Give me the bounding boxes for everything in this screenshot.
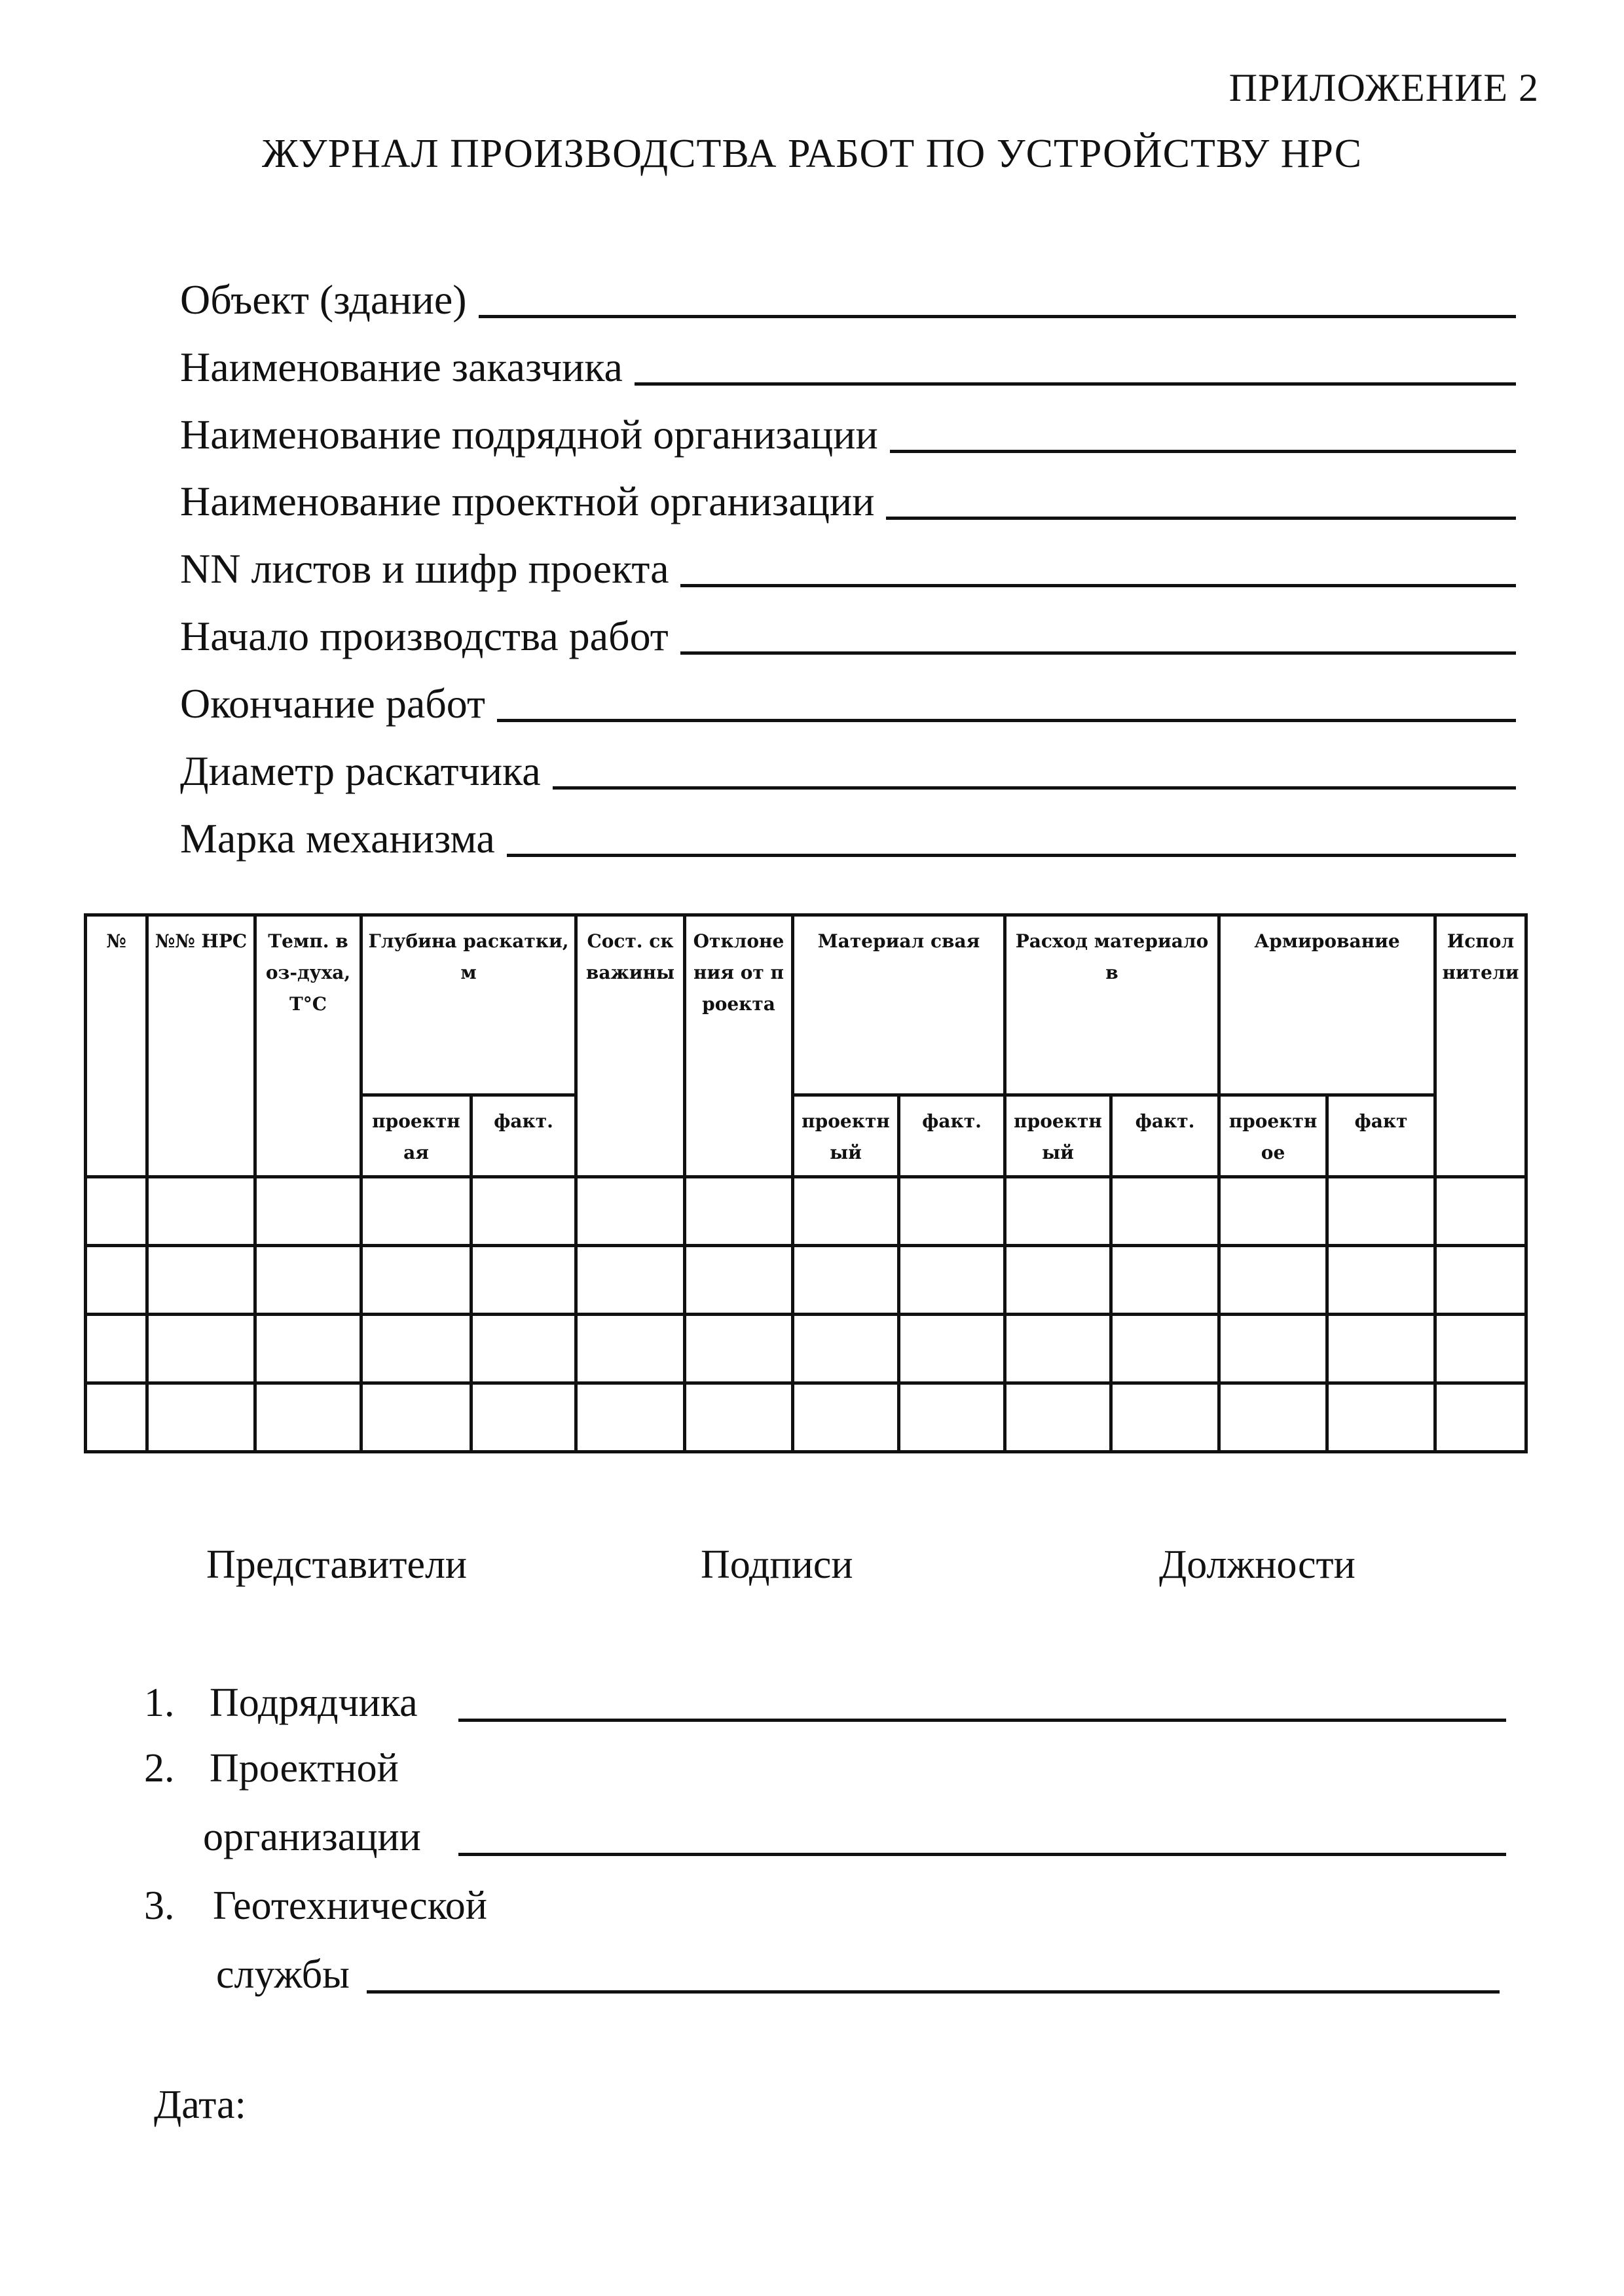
field-label: NN листов и шифр проекта: [180, 545, 669, 592]
header-consumption: Расход материалов: [1015, 930, 1209, 983]
table-cell[interactable]: [793, 1177, 899, 1246]
table-cell[interactable]: [471, 1383, 576, 1452]
signature-row-label: Геотехнической: [213, 1884, 487, 1928]
table-cell[interactable]: [86, 1315, 147, 1383]
table-cell[interactable]: [576, 1383, 685, 1452]
subheader-cell: [471, 1095, 576, 1177]
subheader-cell: [1219, 1095, 1327, 1177]
table-cell[interactable]: [576, 1315, 685, 1383]
header-cell: [86, 915, 147, 1177]
field-label: Наименование проектной организации: [180, 478, 875, 524]
table-cell[interactable]: [1111, 1383, 1219, 1452]
subheader-cell: [1111, 1095, 1219, 1177]
table-cell[interactable]: [793, 1246, 899, 1315]
field-input-line[interactable]: [680, 651, 1516, 655]
field-label: Начало производства работ: [180, 613, 669, 659]
field-end-date: [180, 666, 1516, 725]
table-cell[interactable]: [255, 1177, 361, 1246]
field-customer: [180, 329, 1516, 388]
signature-line[interactable]: [458, 1719, 1506, 1722]
table-cell[interactable]: [1327, 1246, 1435, 1315]
subheader-fact: факт: [1354, 1110, 1408, 1132]
signature-row-label: службы: [216, 1952, 350, 1997]
field-contractor: [180, 397, 1516, 456]
subheader-design: проектный: [802, 1110, 890, 1163]
table-row: [86, 1246, 1526, 1315]
table-cell[interactable]: [899, 1383, 1005, 1452]
table-row: [86, 1315, 1526, 1383]
table-cell[interactable]: [361, 1383, 471, 1452]
field-label: Окончание работ: [180, 680, 485, 727]
table-cell[interactable]: [793, 1315, 899, 1383]
header-depth: Глубина раскатки, м: [368, 930, 569, 983]
table-cell[interactable]: [685, 1383, 793, 1452]
field-label: Объект (здание): [180, 276, 467, 323]
table-cell[interactable]: [471, 1177, 576, 1246]
field-start-date: [180, 598, 1516, 657]
signature-col-representatives: Представители: [206, 1542, 468, 1587]
table-cell[interactable]: [1005, 1315, 1111, 1383]
field-input-line[interactable]: [890, 450, 1516, 453]
table-cell[interactable]: [1005, 1383, 1111, 1452]
subheader-design: проектное: [1228, 1110, 1318, 1163]
field-input-line[interactable]: [507, 854, 1516, 857]
subheader-design: проектная: [372, 1110, 460, 1163]
table-cell[interactable]: [86, 1177, 147, 1246]
signature-row-label: организации: [203, 1815, 421, 1859]
header-cell: [685, 915, 793, 1177]
table-cell[interactable]: [685, 1315, 793, 1383]
header-num: №: [106, 930, 126, 952]
journal-title: ЖУРНАЛ ПРОИЗВОДСТВА РАБОТ ПО УСТРОЙСТВУ НРС: [262, 132, 1362, 176]
field-input-line[interactable]: [479, 315, 1516, 318]
header-cell: [793, 915, 1005, 1095]
field-input-line[interactable]: [497, 719, 1516, 722]
table-cell[interactable]: [793, 1383, 899, 1452]
signature-line[interactable]: [458, 1853, 1506, 1856]
table-cell[interactable]: [255, 1246, 361, 1315]
table-cell[interactable]: [1435, 1383, 1526, 1452]
table-cell[interactable]: [899, 1315, 1005, 1383]
subheader-cell: [899, 1095, 1005, 1177]
table-cell[interactable]: [1327, 1383, 1435, 1452]
table-cell[interactable]: [1111, 1246, 1219, 1315]
table-cell[interactable]: [86, 1246, 147, 1315]
signature-row-number: 3.: [144, 1884, 175, 1928]
table-cell[interactable]: [1219, 1177, 1327, 1246]
table-cell[interactable]: [899, 1246, 1005, 1315]
table-cell[interactable]: [1327, 1315, 1435, 1383]
subheader-fact: факт.: [922, 1110, 982, 1132]
table-cell[interactable]: [1111, 1315, 1219, 1383]
field-roller-diameter: [180, 733, 1516, 792]
header-reinforcement: Армирование: [1254, 930, 1400, 952]
header-material: Материал свая: [817, 930, 980, 952]
table-cell[interactable]: [576, 1246, 685, 1315]
table-cell[interactable]: [147, 1246, 255, 1315]
header-cell: [147, 915, 255, 1177]
signature-row-number: 1.: [144, 1681, 175, 1725]
field-input-line[interactable]: [886, 517, 1516, 520]
header-cell: [255, 915, 361, 1177]
table-cell[interactable]: [361, 1315, 471, 1383]
header-cell: [1435, 915, 1526, 1177]
field-label: Наименование подрядной организации: [180, 411, 878, 458]
appendix-label: ПРИЛОЖЕНИЕ 2: [1228, 66, 1539, 109]
table-cell[interactable]: [147, 1315, 255, 1383]
field-sheets-code: [180, 531, 1516, 590]
field-object: [180, 262, 1516, 321]
journal-table: [84, 913, 1528, 1453]
header-cell: [576, 915, 685, 1177]
table-cell[interactable]: [1005, 1177, 1111, 1246]
table-cell[interactable]: [471, 1246, 576, 1315]
table-cell[interactable]: [685, 1177, 793, 1246]
table-row: [86, 1177, 1526, 1246]
table-cell[interactable]: [1111, 1177, 1219, 1246]
table-cell[interactable]: [361, 1177, 471, 1246]
field-input-line[interactable]: [680, 584, 1516, 587]
signature-col-positions: Должности: [1159, 1542, 1356, 1587]
signature-line[interactable]: [367, 1990, 1500, 1994]
subheader-cell: [793, 1095, 899, 1177]
header-cell: [361, 915, 576, 1095]
header-cell: [1005, 915, 1219, 1095]
signature-col-signatures: Подписи: [701, 1542, 853, 1587]
table-cell[interactable]: [1435, 1246, 1526, 1315]
subheader-cell: [361, 1095, 471, 1177]
table-cell[interactable]: [685, 1246, 793, 1315]
field-designer: [180, 464, 1516, 522]
table-cell[interactable]: [1219, 1315, 1327, 1383]
table-cell[interactable]: [1435, 1315, 1526, 1383]
field-label: Марка механизма: [180, 815, 495, 862]
table-row: [86, 1383, 1526, 1452]
header-cell: [1219, 915, 1435, 1095]
table-cell[interactable]: [255, 1315, 361, 1383]
header-temperature: Темп. воз-духа, Т°С: [265, 930, 351, 1015]
signature-row-label: Подрядчика: [210, 1681, 418, 1725]
field-input-line[interactable]: [635, 382, 1516, 386]
table-cell[interactable]: [86, 1383, 147, 1452]
subheader-design: проектный: [1014, 1110, 1102, 1163]
table-cell[interactable]: [1005, 1246, 1111, 1315]
subheader-fact: факт.: [1135, 1110, 1195, 1132]
field-machine-model: [180, 801, 1516, 860]
field-label: Наименование заказчика: [180, 344, 623, 390]
table-cell[interactable]: [471, 1315, 576, 1383]
signature-row-label: Проектной: [210, 1746, 399, 1791]
table-cell[interactable]: [361, 1246, 471, 1315]
table-cell[interactable]: [147, 1383, 255, 1452]
table-cell[interactable]: [147, 1177, 255, 1246]
table-cell[interactable]: [899, 1177, 1005, 1246]
date-label: Дата:: [154, 2083, 246, 2127]
header-condition: Сост. скважины: [585, 930, 675, 983]
table-cell[interactable]: [1327, 1177, 1435, 1246]
subheader-cell: [1005, 1095, 1111, 1177]
table-cell[interactable]: [1219, 1246, 1327, 1315]
header-deviation: Отклонения от проекта: [693, 930, 784, 1015]
signature-row-number: 2.: [144, 1746, 175, 1791]
table-cell[interactable]: [1219, 1383, 1327, 1452]
subheader-fact: факт.: [494, 1110, 553, 1132]
table-cell[interactable]: [1435, 1177, 1526, 1246]
header-executors: Исполнители: [1442, 930, 1519, 983]
field-label: Диаметр раскатчика: [180, 748, 541, 794]
table-cell[interactable]: [255, 1383, 361, 1452]
header-nrs: №№ НРС: [155, 930, 248, 952]
table-cell[interactable]: [576, 1177, 685, 1246]
field-input-line[interactable]: [553, 786, 1516, 790]
subheader-cell: [1327, 1095, 1435, 1177]
